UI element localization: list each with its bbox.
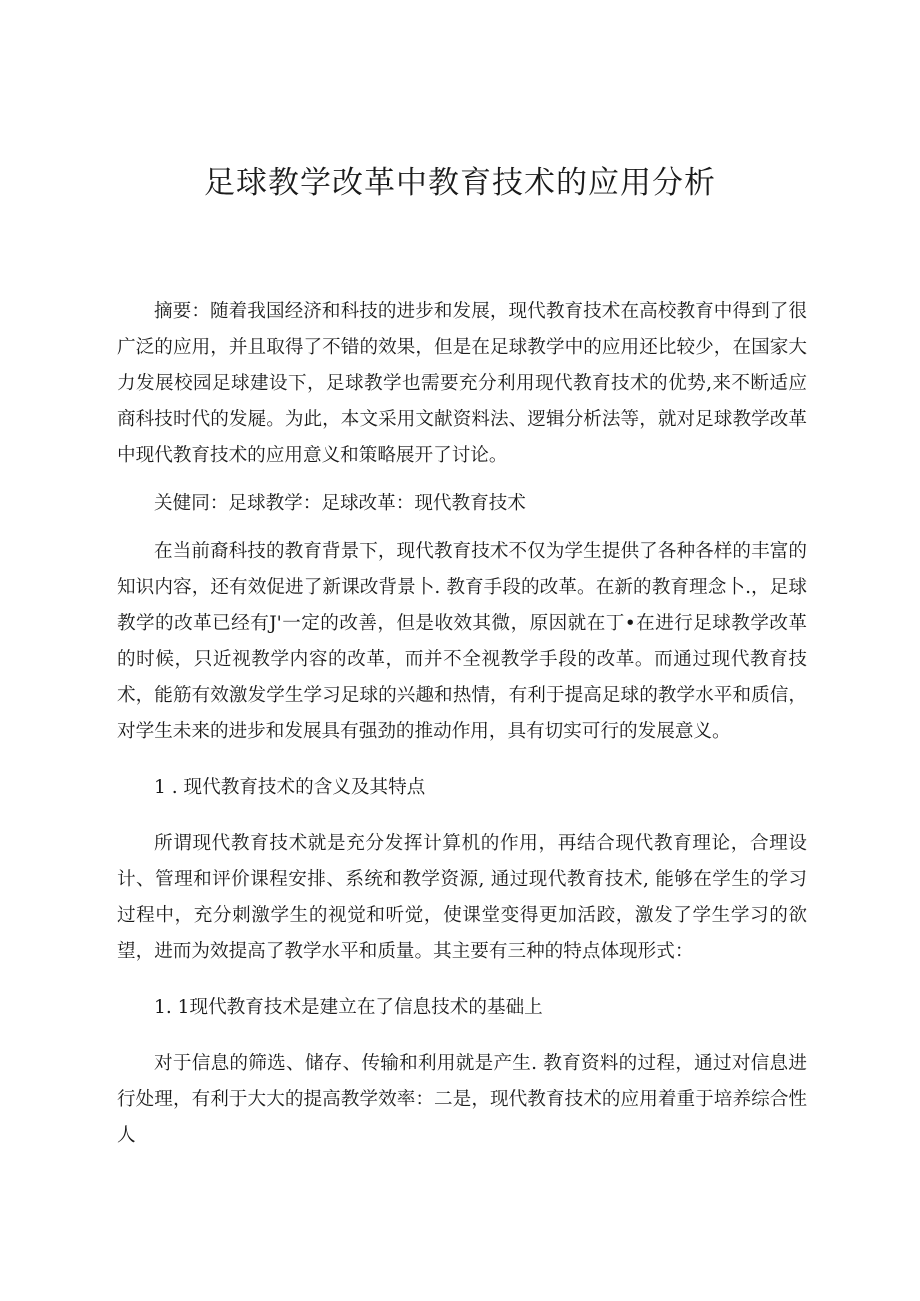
keywords-line: 关健同：足球教学：足球改革：现代教育技术 [154,493,526,514]
abstract-paragraph: 摘要：随着我国经济和科技的进步和发展，现代教育技术在高校教育中得到了很广泛的应用，并且取得了不错的效果，但是在足球教学中的应用还比较少，在国家大力发展校园足球建设下，足球教学也需要充分利用现代教育技术的优势,来不断适应商科技时代的发屣。为此，本文采用文献资料法、逻辑分析法等，就对足球教学改革中现代教育技术的应用意义和策略展开了讨论。 [117,301,807,466]
section-1-paragraph: 所谓现代教育技术就是充分发挥计算机的作用，再结合现代教育理论，合理设计、管理和评价课程安排、系统和教学资源, 通过现代教育技术, 能够在学生的学习过程中，充分刺激学生的视觉和听觉，使课堂变得更加活跤，激发了学生学习的欲望，进而为效提高了教学水平和质量。其主要有三种的特点体现形式： [117,833,807,962]
document-body [117,294,807,1154]
section-1-heading: 1 . 现代教育技术的含义及其特点 [154,777,426,798]
document-title: 足球教学改革中教育技术的应用分析 [204,165,716,201]
section-1-1-heading: 1. 1现代教育技术是建立在了信息技术的基础上 [154,997,543,1018]
intro-paragraph: 在当前裔科技的教育背景下，现代教育技术不仅为学生提供了各种各样的丰富的知识内容，还有效促进了新课改背景卜. 教育手段的改革。在新的教育理念卜.，足球教学的改革已经有J'一定的改善，但是收效其微，原因就在丁•在进行足球教学改革的时候，只近视教学内容的改革，而并不全视教学手段的改革。而通过现代教育技术，能筋有效激发学生学习足球的兴趣和热情，有利于提高足球的教学水平和质信，对学生未来的进步和发展具有强劲的推动作用，具有切实可行的发展意义。 [117,541,807,742]
section-1-1-paragraph: 对于信息的筛选、储存、传输和利用就是产生. 教育资料的过程，通过对信息进行处理，有利于大大的提高教学效率：二是，现代教育技术的应用着重于培养综合性人 [117,1053,807,1146]
